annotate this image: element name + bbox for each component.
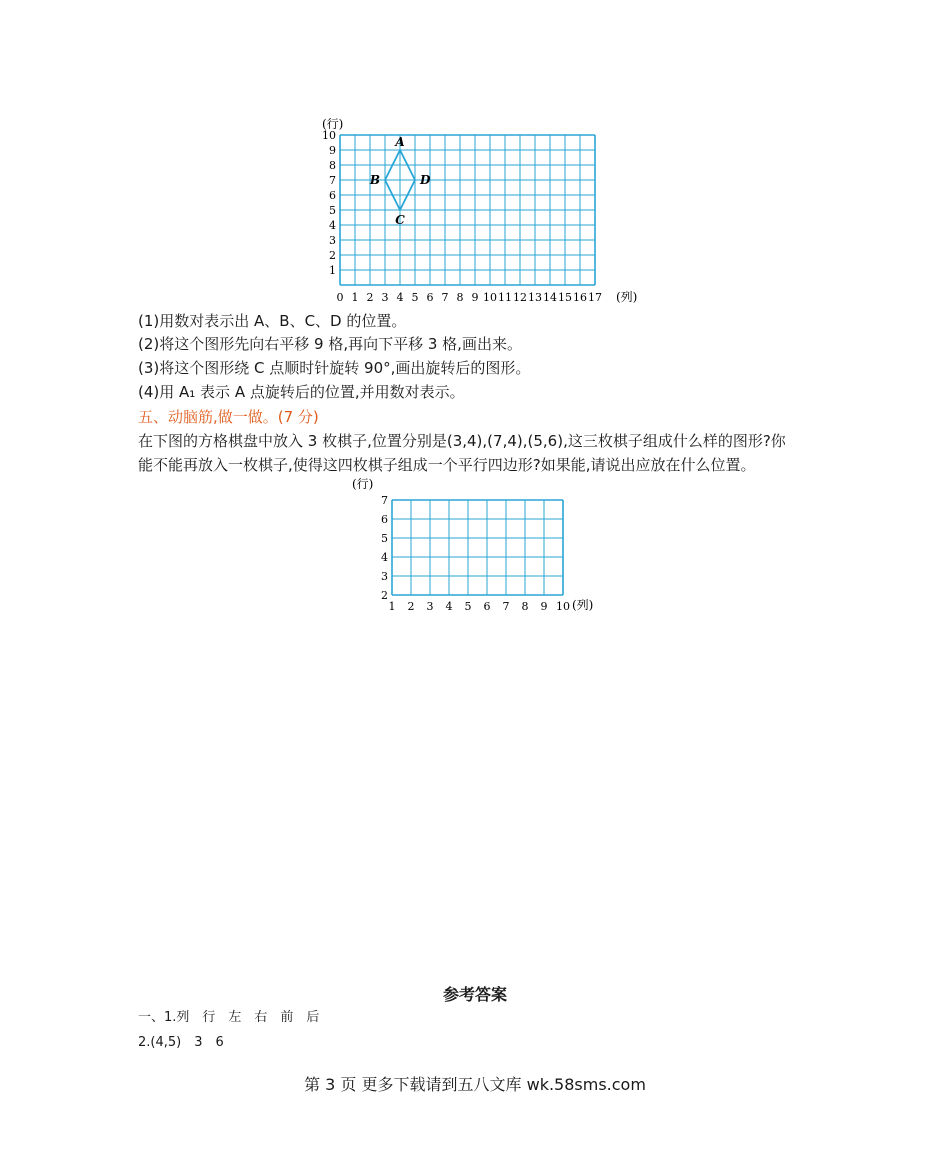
grid-1-row-axis-label: (行) [322, 117, 344, 131]
grid-1-col-tick: 14 [543, 291, 557, 304]
section-5-title: 五、动脑筋,做一做。(7 分) [138, 408, 319, 426]
grid-2-row-tick: 3 [381, 570, 388, 583]
grid-1-col-tick: 2 [366, 291, 374, 304]
grid-1-tick-labels [322, 129, 602, 304]
section-5-text-line-1: 在下图的方格棋盘中放入 3 枚棋子,位置分别是(3,4),(7,4),(5,6),这三枚棋子组成什么样的图形?你 [138, 432, 786, 450]
grid-2-col-tick: 2 [407, 600, 415, 613]
point-label-a: A [395, 135, 405, 149]
grid-1-col-tick: 16 [573, 291, 587, 304]
grid-1-col-tick: 11 [498, 291, 512, 304]
grid-2-col-tick: 10 [556, 600, 570, 613]
grid-1-row-tick: 4 [329, 219, 336, 232]
grid-2-col-tick: 9 [540, 600, 548, 613]
point-label-c: C [395, 213, 405, 227]
grid-2-row-tick: 4 [381, 551, 388, 564]
grid-2-row-axis-label: (行) [352, 477, 374, 491]
grid-1-col-tick: 13 [528, 291, 542, 304]
grid-2-col-tick: 6 [483, 600, 491, 613]
grid-2-col-tick: 3 [426, 600, 434, 613]
question-3: (3)将这个图形绕 C 点顺时针旋转 90°,画出旋转后的图形。 [138, 359, 531, 377]
grid-1-col-tick: 3 [381, 291, 389, 304]
grid-2-row-tick: 6 [381, 513, 388, 526]
question-1: (1)用数对表示出 A、B、C、D 的位置。 [138, 312, 407, 330]
section-5-text-line-2: 能不能再放入一枚棋子,使得这四枚棋子组成一个平行四边形?如果能,请说出应放在什么位置。 [138, 456, 756, 474]
grid-2-lines [392, 500, 563, 595]
grid-1-row-tick: 5 [329, 204, 336, 217]
grid-1-col-tick: 6 [426, 291, 434, 304]
grid-1-row-tick: 1 [329, 264, 336, 277]
grid-1-col-tick: 7 [441, 291, 449, 304]
grid-1-lines [340, 135, 595, 285]
chessboard-grid-2 [340, 472, 620, 622]
grid-1-row-tick: 3 [329, 234, 336, 247]
answer-line-2: 2.(4,5) 3 6 [138, 1035, 224, 1050]
coordinate-grid-1 [300, 112, 660, 312]
grid-1-col-tick: 4 [396, 291, 404, 304]
grid-1-col-tick: 9 [471, 291, 479, 304]
grid-2-row-tick: 2 [381, 589, 388, 602]
grid-1-row-tick: 9 [329, 144, 336, 157]
grid-1-col-tick: 0 [336, 291, 344, 304]
point-label-b: B [369, 173, 380, 187]
grid-1-col-tick: 8 [456, 291, 464, 304]
grid-1-row-tick: 2 [329, 249, 336, 262]
grid-1-col-tick: 10 [483, 291, 497, 304]
page-footer: 第 3 页 更多下载请到五八文库 wk.58sms.com [304, 1075, 646, 1094]
grid-1-col-tick: 5 [411, 291, 419, 304]
question-4: (4)用 A₁ 表示 A 点旋转后的位置,并用数对表示。 [138, 383, 465, 401]
grid-2-col-tick: 4 [445, 600, 453, 613]
grid-1-row-tick: 6 [329, 189, 336, 202]
answer-line-1: 一、1.列 行 左 右 前 后 [138, 1010, 320, 1025]
grid-2-col-tick: 5 [464, 600, 472, 613]
grid-1-col-tick: 17 [588, 291, 602, 304]
grid-2-col-tick: 7 [502, 600, 510, 613]
answer-title: 参考答案 [442, 985, 507, 1004]
grid-1-row-tick: 8 [329, 159, 336, 172]
question-2: (2)将这个图形先向右平移 9 格,再向下平移 3 格,画出来。 [138, 335, 522, 353]
grid-2-col-tick: 8 [521, 600, 529, 613]
point-label-d: D [420, 173, 431, 187]
grid-2-row-tick: 7 [381, 494, 388, 507]
grid-2-col-tick: 1 [388, 600, 396, 613]
grid-1-row-tick: 7 [329, 174, 336, 187]
grid-1-row-tick: 10 [322, 129, 336, 142]
grid-2-row-tick: 5 [381, 532, 388, 545]
grid-1-col-tick: 12 [513, 291, 527, 304]
grid-1-col-tick: 15 [558, 291, 572, 304]
grid-1-col-axis-label: (列) [616, 290, 638, 304]
grid-2-col-axis-label: (列) [572, 598, 594, 612]
grid-1-col-tick: 1 [351, 291, 359, 304]
